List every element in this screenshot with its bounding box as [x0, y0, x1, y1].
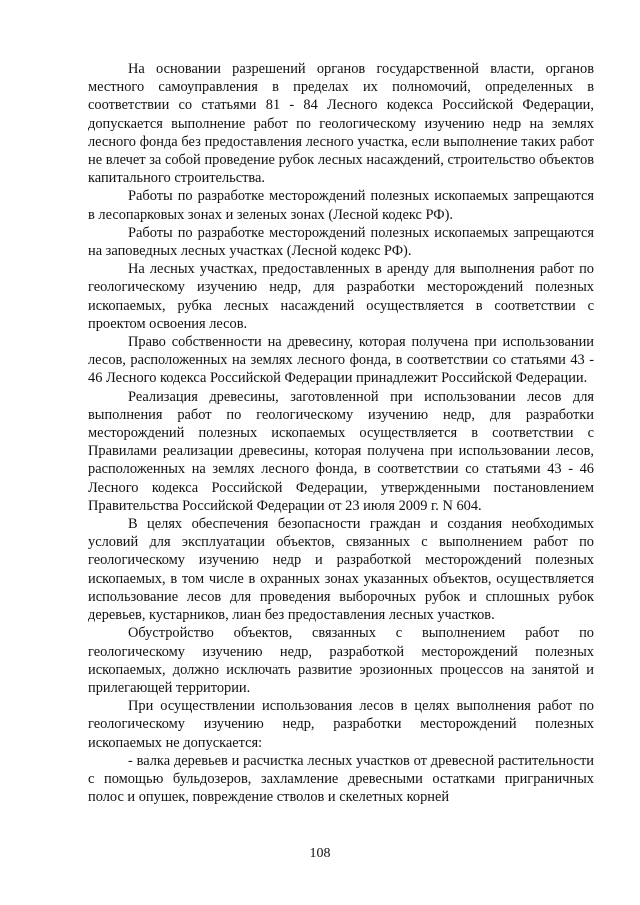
paragraph-geological-permits: На основании разрешений органов государственной власти, органов местного самоуправления в пределах их полномочий, определенных в соответствии со статьями 81 - 84 Лесного кодекса Российской Федерации, допускается выполнение работ по геологическому изучению недр на землях лесного фонда без предоставления лесного участка, если выполнение таких работ не влечет за собой проведение рубок лесных насаждений, строительство объектов капитального строительства. [88, 61, 594, 187]
paragraph-wood-sale: Реализация древесины, заготовленной при использовании лесов для выполнения работ по геологическому изучению недр, для разработки месторождений полезных ископаемых осуществляется в соответствии с Правилами реализации древесины, которая получена при использовании лесов, расположенных на землях лесного фонда, в соответствии со статьями 43 - 46 Лесного кодекса Российской Федерации, утвержденными постановлением Правительства Российской Федерации от 23 июля 2009 г. N 604. [88, 388, 594, 514]
paragraph-erosion-prevention: Обустройство объектов, связанных с выполнением работ по геологическому изучению недр, разработкой месторождений полезных ископаемых, должно исключать развитие эрозионных процессов на занятой и прилегающей территории. [88, 625, 594, 696]
paragraph-leased-plots-felling: На лесных участках, предоставленных в аренду для выполнения работ по геологическому изучению недр, для разработки месторождений полезных ископаемых, рубка лесных насаждений осуществляется в соответствии с проектом освоения лесов. [88, 261, 594, 332]
page-number: 108 [309, 846, 331, 861]
paragraph-safety-felling: В целях обеспечения безопасности граждан и создания необходимых условий для эксплуатации объектов, связанных с выполнением работ по геологическому изучению недр и разработкой месторождений полезных ископаемых, в том числе в охранных зонах указанных объектов, осуществляется использование лесов для проведения выборочных рубок и сплошных рубок деревьев, кустарников, лиан без предоставления лесных участков. [88, 516, 594, 624]
document-body [88, 60, 594, 806]
paragraph-reserved-areas-ban: Работы по разработке месторождений полезных ископаемых запрещаются на заповедных лесных участках (Лесной кодекс РФ). [88, 224, 594, 260]
paragraph-wood-ownership: Право собственности на древесину, которая получена при использовании лесов, расположенных на землях лесного фонда, в соответствии со статьями 43 - 46 Лесного кодекса Российской Федерации принадлежит Российской Федерации. [88, 334, 594, 387]
paragraph-prohibitions-intro: При осуществлении использования лесов в целях выполнения работ по геологическому изучению недр, разработки месторождений полезных ископаемых не допускается: [88, 698, 594, 751]
paragraph-forest-park-ban: Работы по разработке месторождений полезных ископаемых запрещаются в лесопарковых зонах и зеленых зонах (Лесной кодекс РФ). [88, 188, 594, 223]
list-item-bulldozer-clearing: - валка деревьев и расчистка лесных участков от древесной растительности с помощью бульдозеров, захламление древесными остатками приграничных полос и опушек, повреждение стволов и скелетных корней [88, 752, 594, 806]
